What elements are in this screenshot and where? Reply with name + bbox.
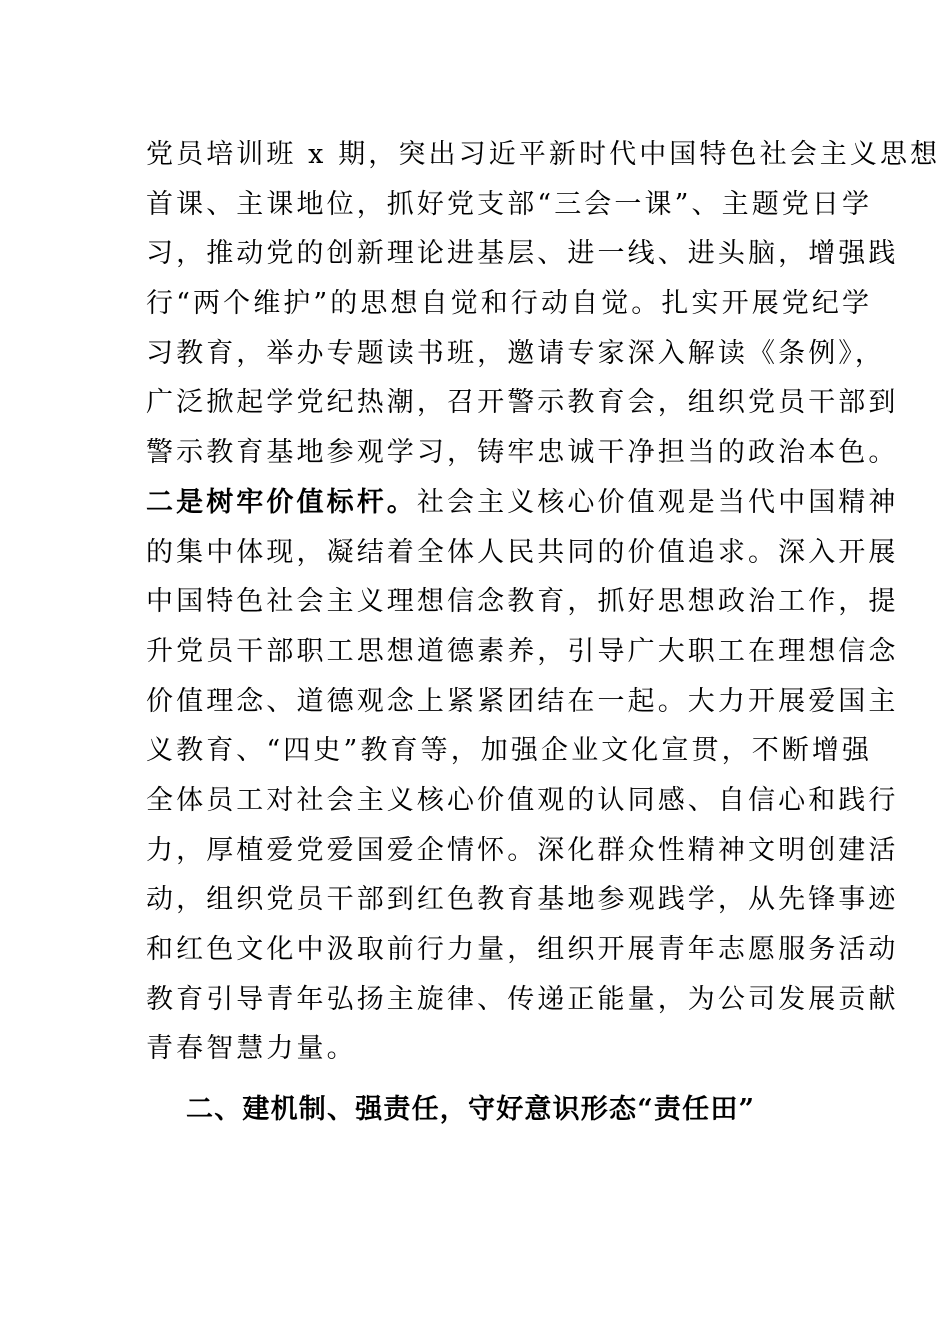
text-line: 首课、主课地位，抓好党支部“三会一课”、主题党日学	[146, 188, 873, 220]
text-line: 青春智慧力量。	[146, 1033, 357, 1065]
text-line: 价值理念、道德观念上紧紧团结在一起。大力开展爱国主	[146, 685, 899, 717]
text-line: 广泛掀起学党纪热潮，召开警示教育会，组织党员干部到	[146, 387, 899, 419]
text-line: 力，厚植爱党爱国爱企情怀。深化群众性精神文明创建活	[146, 834, 899, 866]
paragraph-lead-line	[146, 478, 899, 528]
text-line: 的集中体现，凝结着全体人民共同的价值追求。深入开展	[146, 536, 899, 568]
text-line: 党员培训班 x 期，突出习近平新时代中国特色社会主义思想	[146, 139, 941, 170]
text-line: 教育引导青年弘扬主旋律、传递正能量，为公司发展贡献	[146, 983, 899, 1015]
text-line: 习，推动党的创新理论进基层、进一线、进头脑，增强践	[146, 238, 899, 270]
text-line: 警示教育基地参观学习，铸牢忠诚干净担当的政治本色。	[146, 437, 899, 469]
text-line: 习教育，举办专题读书班，邀请专家深入解读《条例》，	[146, 337, 885, 369]
text-line: 动，组织党员干部到红色教育基地参观践学，从先锋事迹	[146, 884, 899, 916]
text-line: 中国特色社会主义理想信念教育，抓好思想政治工作，提	[146, 586, 899, 618]
text-line: 义教育、“四史”教育等，加强企业文化宣贯，不断增强	[146, 735, 873, 767]
text-line: 全体员工对社会主义核心价值观的认同感、自信心和践行	[146, 784, 899, 816]
paragraph-lead-rest: 社会主义核心价值观是当代中国精神	[416, 486, 899, 518]
section-heading: 二、建机制、强责任，守好意识形态“责任田”	[186, 1094, 756, 1125]
body-text	[146, 130, 941, 1074]
text-line: 升党员干部职工思想道德素养，引导广大职工在理想信念	[146, 635, 899, 667]
text-line: 和红色文化中汲取前行力量，组织开展青年志愿服务活动	[146, 934, 899, 965]
text-line: 行“两个维护”的思想自觉和行动自觉。扎实开展党纪学	[146, 288, 873, 320]
paragraph-lead-bold: 二是树牢价值标杆。	[146, 486, 417, 518]
